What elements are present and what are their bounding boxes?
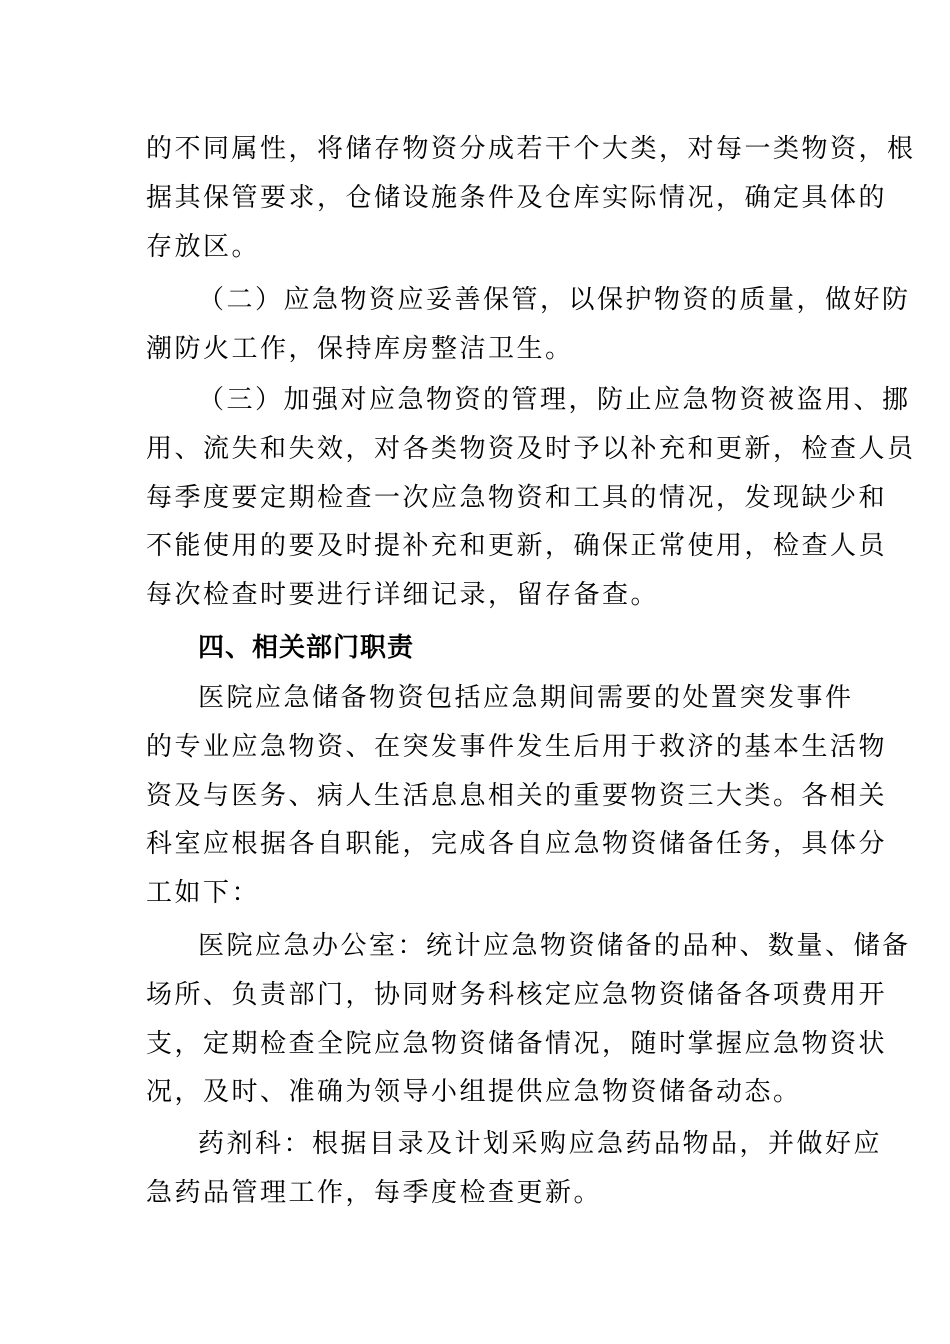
text-line: 每季度要定期检查一次应急物资和工具的情况，发现缺少和 [146, 482, 888, 513]
paragraph-pharmacy [146, 1120, 883, 1218]
paragraph-continuation [146, 125, 916, 271]
section-heading-text: 四、相关部门职责 [198, 633, 415, 663]
text-line: 的专业应急物资、在突发事件发生后用于救济的基本生活物 [146, 731, 888, 762]
text-line: 场所、负责部门，协同财务科核定应急物资储备各项费用开 [146, 979, 888, 1010]
text-line: 医院应急储备物资包括应急期间需要的处置突发事件 [198, 683, 854, 713]
text-line: 资及与医务、病人生活息息相关的重要物资三大类。各相关 [146, 780, 888, 811]
text-line: （二）应急物资应妥善保管，以保护物资的质量，做好防 [198, 285, 911, 315]
text-line: 急药品管理工作，每季度检查更新。 [146, 1177, 603, 1208]
text-line: 据其保管要求，仓储设施条件及仓库实际情况，确定具体的 [146, 182, 888, 213]
text-line: （三）加强对应急物资的管理，防止应急物资被盗用、挪 [198, 385, 911, 415]
paragraph-item-2 [146, 276, 911, 374]
text-line: 况，及时、准确为领导小组提供应急物资储备动态。 [146, 1077, 802, 1108]
text-line: 存放区。 [146, 231, 261, 262]
paragraph-overview [146, 674, 888, 918]
text-line: 药剂科：根据目录及计划采购应急药品物品，并做好应 [198, 1129, 883, 1159]
text-line: 用、流失和失效，对各类物资及时予以补充和更新，检查人员 [146, 433, 916, 464]
text-line: 工如下： [146, 878, 261, 909]
paragraph-emergency-office [146, 922, 911, 1117]
text-line: 医院应急办公室：统计应急物资储备的品种、数量、储备 [198, 931, 911, 961]
section-heading [146, 624, 810, 673]
text-line: 每次检查时要进行详细记录，留存备查。 [146, 580, 660, 611]
text-line: 潮防火工作，保持库房整洁卫生。 [146, 333, 574, 364]
text-line: 不能使用的要及时提补充和更新，确保正常使用，检查人员 [146, 531, 888, 562]
paragraph-item-3 [146, 376, 916, 620]
text-line: 的不同属性，将储存物资分成若干个大类，对每一类物资，根 [146, 134, 916, 164]
text-line: 科室应根据各自职能，完成各自应急物资储备任务，具体分 [146, 829, 888, 860]
text-line: 支，定期检查全院应急物资储备情况，随时掌握应急物资状 [146, 1028, 888, 1059]
